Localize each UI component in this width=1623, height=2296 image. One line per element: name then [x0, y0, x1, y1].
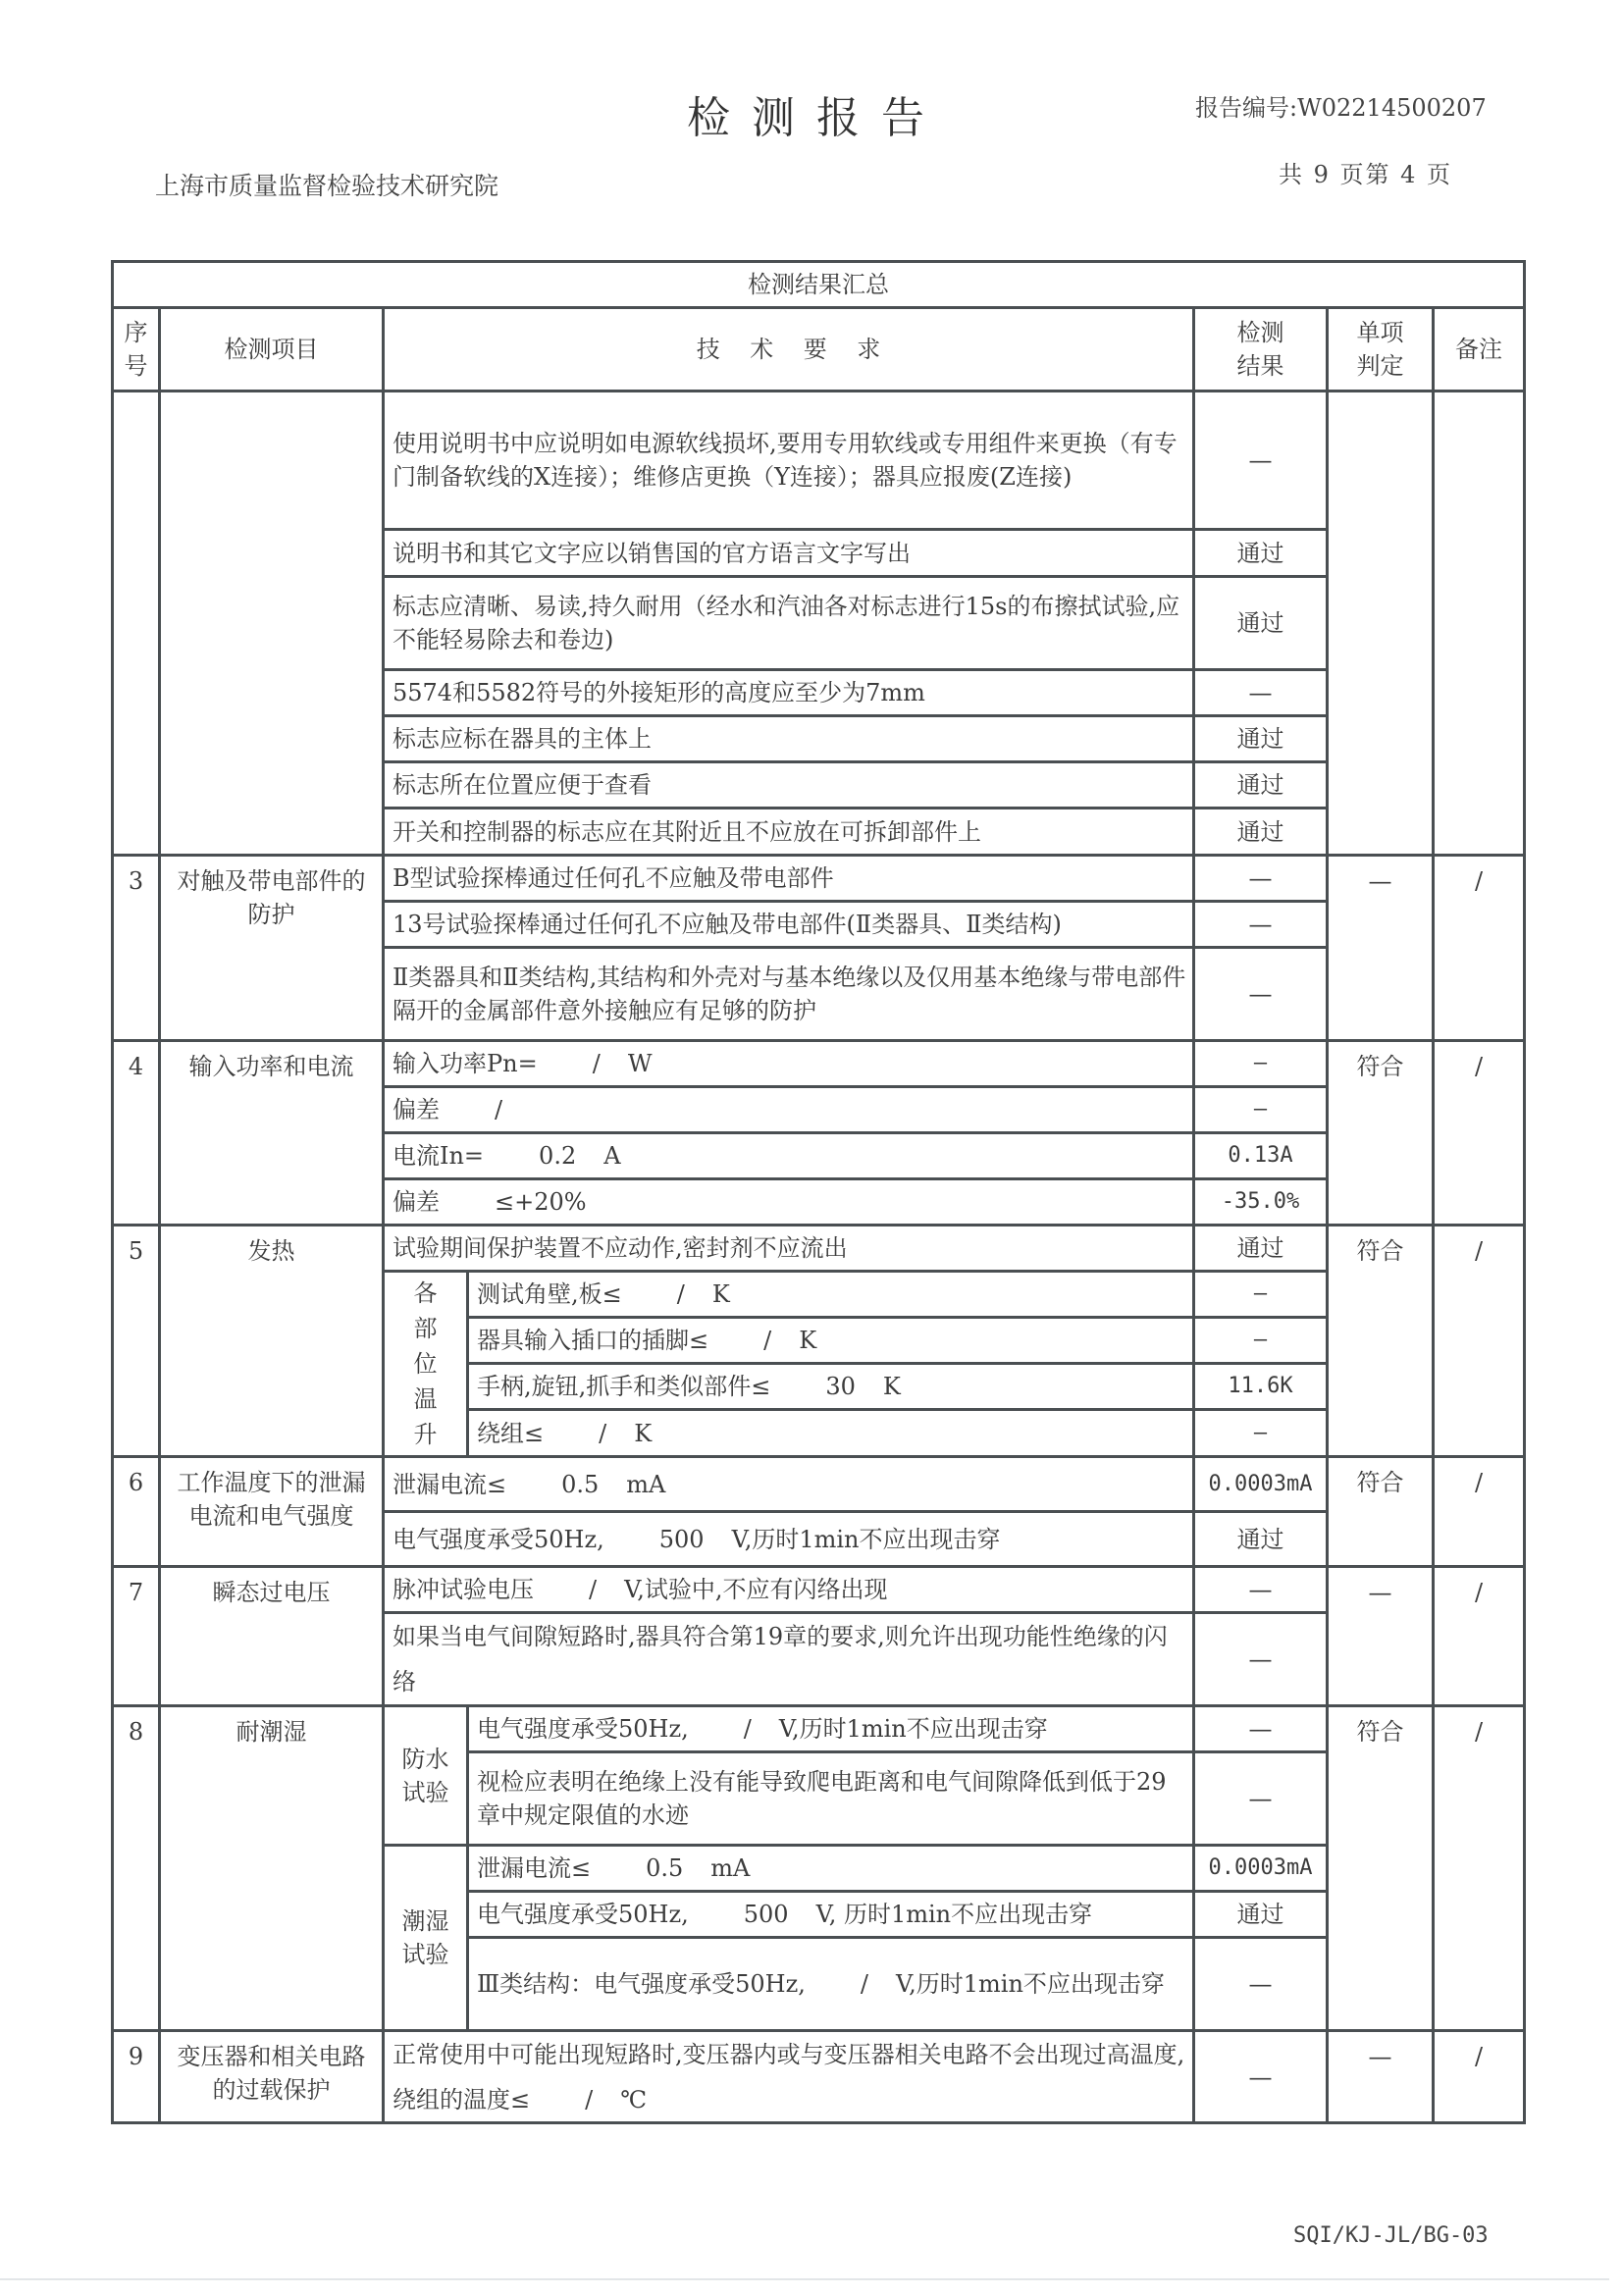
requirement-text: [477, 1961, 1165, 2007]
requirement-value: /: [592, 1050, 601, 1077]
result-cell-text: —: [1248, 980, 1273, 1008]
requirement-text: [477, 1324, 816, 1357]
result-cell: [1195, 392, 1326, 528]
item-remark-text: /: [1474, 1237, 1484, 1265]
group-label-char: 温: [413, 1385, 438, 1413]
result-cell-text: 通过: [1236, 1234, 1284, 1262]
requirement-cell: [385, 1180, 1192, 1224]
group-label-temperature-rise: [414, 1276, 438, 1452]
result-cell: [1195, 1753, 1326, 1844]
item-verdict-text: —: [1368, 867, 1392, 895]
requirement-cell: [385, 1088, 1192, 1131]
requirement-unit: K: [799, 1327, 817, 1354]
item-seq: [114, 1042, 158, 1224]
result-cell: [1195, 1042, 1326, 1085]
item-seq: [114, 1707, 158, 2029]
requirement-label: 测试角壁,板≤: [477, 1280, 622, 1308]
requirement-unit: V,历时1min不应出现击穿: [778, 1715, 1048, 1743]
requirement-cell: [385, 1134, 1192, 1177]
requirement-unit: mA: [626, 1470, 666, 1498]
document-title: 检测报告: [687, 93, 946, 143]
group-label-char: 位: [413, 1350, 438, 1378]
result-cell: [1195, 1458, 1326, 1510]
group-label-cell: [385, 1707, 466, 1844]
requirement-text: [477, 1898, 1092, 1931]
result-cell-text: —: [1248, 1715, 1273, 1743]
requirement-cell: [385, 578, 1192, 668]
table-rule: [382, 306, 385, 392]
result-cell-text: 通过: [1236, 771, 1284, 799]
item-remark: [1435, 1226, 1523, 1455]
requirement-text: [477, 1712, 1048, 1746]
item-name: [161, 1458, 382, 1565]
item-seq-text: 4: [128, 1053, 144, 1080]
requirement-cell: [385, 1614, 1192, 1704]
item-seq: [114, 1458, 158, 1565]
requirement-cell: [385, 857, 1192, 900]
requirement-cell: [469, 1847, 1192, 1890]
requirement-text: [393, 1047, 652, 1080]
requirement-cell: [385, 1458, 1192, 1510]
table-left-border: [111, 260, 114, 2124]
requirement-cell: [469, 1411, 1192, 1455]
requirement-cell: [385, 949, 1192, 1039]
requirement-text: [477, 1852, 750, 1885]
requirement-cell-text: 标志所在位置应便于查看: [393, 771, 652, 799]
result-cell: [1195, 763, 1326, 807]
requirement-value: 500: [743, 1901, 789, 1928]
result-cell: [1195, 1411, 1326, 1455]
requirement-text: [393, 1523, 1001, 1556]
result-cell: [1195, 1319, 1326, 1362]
table-title-text: 检测结果汇总: [748, 271, 889, 298]
requirement-label: 泄漏电流≤: [477, 1854, 592, 1882]
group-label-char: 部: [413, 1315, 438, 1342]
requirement-unit: K: [711, 1280, 730, 1308]
item-remark: [1435, 1568, 1523, 1704]
requirement-cell-text: 开关和控制器的标志应在其附近且不应放在可拆卸部件上: [393, 817, 981, 846]
requirement-cell-text: 13号试验探棒通过任何孔不应触及带电部件(Ⅱ类器具、Ⅱ类结构): [393, 911, 1062, 938]
requirement-value: 0.5: [646, 1854, 684, 1882]
requirement-label: 偏差: [393, 1188, 440, 1216]
item-verdict-text: —: [1368, 1579, 1392, 1606]
requirement-value: 0.2: [539, 1142, 577, 1170]
item-name-text: 瞬态过电压: [212, 1579, 331, 1606]
requirement-cell: [385, 671, 1192, 714]
requirement-text: [393, 1567, 888, 1612]
requirement-unit: W: [627, 1050, 653, 1077]
requirement-text: [393, 1139, 621, 1173]
result-cell: [1195, 671, 1326, 714]
item-verdict: [1329, 1568, 1432, 1704]
item-seq: [114, 1226, 158, 1455]
requirement-cell-text: B型试验探棒通过任何孔不应触及带电部件: [393, 864, 834, 892]
column-rule: [382, 390, 385, 2124]
column-header-item-text: 检测项目: [224, 336, 319, 363]
requirement-value: /: [495, 1096, 503, 1123]
requirement-cell: [469, 1365, 1192, 1408]
result-cell-text: -35.0%: [1221, 1189, 1300, 1214]
requirement-unit: V,历时1min不应出现击穿: [731, 1525, 1001, 1553]
item-seq-text: 9: [128, 2043, 144, 2070]
requirement-cell-text: 标志应标在器具的主体上: [393, 725, 652, 753]
result-cell: [1195, 1614, 1326, 1704]
item-name-text: 发热: [247, 1237, 295, 1265]
requirement-unit: K: [882, 1373, 901, 1400]
requirement-cell: [469, 1893, 1192, 1936]
requirement-unit: mA: [710, 1854, 751, 1882]
result-cell: [1195, 1847, 1326, 1890]
requirement-value: /: [599, 1419, 607, 1447]
requirement-label: 电气强度承受50Hz,: [477, 1901, 689, 1928]
group-label-cell-text: 潮湿试验: [401, 1907, 449, 1968]
column-rule: [1326, 390, 1329, 2124]
item-name: [161, 1707, 382, 2029]
requirement-cell: [385, 1226, 1192, 1270]
page-bottom-rule: [0, 2278, 1609, 2280]
item-remark-text: /: [1474, 1718, 1484, 1746]
item-verdict-text: —: [1368, 2043, 1392, 2070]
item-seq-text: 6: [128, 1469, 144, 1496]
result-cell: [1195, 949, 1326, 1039]
item-verdict: [1329, 857, 1432, 1039]
item-name-text: 对触及带电部件的防护: [177, 867, 366, 928]
requirement-text: [393, 1185, 614, 1219]
item-remark-text: /: [1474, 1579, 1484, 1606]
result-cell-text: 通过: [1236, 539, 1284, 567]
requirement-unit: V, 历时1min不应出现击穿: [815, 1901, 1093, 1928]
result-cell: [1195, 1365, 1326, 1408]
result-cell-text: —: [1248, 1645, 1273, 1673]
requirement-label: 电气强度承受50Hz,: [477, 1715, 689, 1743]
result-cell-text: —: [1248, 1785, 1273, 1812]
result-cell: [1195, 1180, 1326, 1224]
result-cell: [1195, 1939, 1326, 2029]
requirement-cell: [385, 1042, 1192, 1085]
requirement-text: [477, 1370, 901, 1403]
group-label-char: 各: [413, 1279, 438, 1307]
result-cell-text: —: [1248, 1576, 1273, 1603]
requirement-text: [477, 1278, 730, 1311]
column-header-seq: [114, 309, 158, 390]
column-rule: [1432, 390, 1435, 2124]
group-label-cell: [385, 1847, 466, 2029]
result-cell: [1195, 1568, 1326, 1611]
result-cell-text: —: [1248, 911, 1273, 938]
requirement-value: 0.5: [561, 1470, 600, 1498]
item-name-text: 变压器和相关电路的过载保护: [177, 2043, 366, 2104]
item-verdict: [1329, 2032, 1432, 2121]
result-cell-text: 通过: [1236, 817, 1284, 846]
item-remark: [1435, 1707, 1523, 2029]
requirement-text: [393, 2032, 1186, 2122]
form-code: SQI/KJ-JL/BG-03: [1293, 2223, 1489, 2248]
result-cell: [1195, 857, 1326, 900]
requirement-label: 脉冲试验电压: [393, 1576, 534, 1603]
column-header-remark: [1435, 309, 1523, 390]
result-cell: [1195, 1273, 1326, 1316]
item-seq-text: 5: [128, 1237, 144, 1265]
result-cell: [1195, 1088, 1326, 1131]
requirement-cell-text: Ⅱ类器具和Ⅱ类结构,其结构和外壳对与基本绝缘以及仅用基本绝缘与带电部件隔开的金属部件意外接触应有足够的防护: [393, 964, 1186, 1024]
requirement-cell: [385, 717, 1192, 760]
requirement-label: 偏差: [393, 1096, 440, 1123]
column-rule: [1192, 390, 1195, 2124]
requirement-label: 器具输入插口的插脚≤: [477, 1327, 709, 1354]
requirement-value: /: [763, 1327, 772, 1354]
item-remark: [1435, 2032, 1523, 2121]
requirement-value: /: [860, 1970, 868, 1998]
requirement-cell: [385, 2032, 1192, 2121]
requirement-text: [477, 1417, 652, 1450]
table-title: [114, 263, 1523, 306]
result-cell-text: 0.13A: [1228, 1143, 1293, 1168]
result-cell-text: 0.0003mA: [1208, 1471, 1313, 1496]
column-header-remark-text: 备注: [1455, 336, 1502, 363]
result-cell-text: 通过: [1236, 1901, 1284, 1928]
column-header-item: [161, 309, 382, 390]
result-cell-text: —: [1253, 1420, 1268, 1445]
requirement-label: 手柄,旋钮,抓手和类似部件≤: [477, 1373, 771, 1400]
item-verdict: [1329, 1707, 1432, 2029]
result-cell-text: 通过: [1236, 1525, 1284, 1553]
requirement-unit: ℃: [620, 2085, 648, 2113]
item-verdict: [1329, 1042, 1432, 1224]
page-indicator: 共 9 页第 4 页: [1279, 161, 1453, 188]
column-header-result: [1195, 309, 1326, 390]
item-remark-text: /: [1474, 2043, 1484, 2070]
result-cell-text: —: [1248, 864, 1273, 892]
item-name-text: 输入功率和电流: [188, 1053, 354, 1080]
item-verdict: [1329, 1458, 1432, 1565]
column-header-requirement: [385, 309, 1192, 390]
result-cell-text: 通过: [1236, 725, 1284, 753]
requirement-cell: [385, 809, 1192, 854]
item-remark: [1435, 1458, 1523, 1565]
result-cell: [1195, 717, 1326, 760]
item-verdict-text: 符合: [1356, 1053, 1404, 1080]
result-cell: [1195, 1893, 1326, 1936]
result-cell: [1195, 531, 1326, 575]
requirement-cell: [469, 1319, 1192, 1362]
table-rule: [1326, 306, 1329, 392]
item-seq-text: 3: [128, 867, 144, 895]
table-rule: [158, 306, 161, 392]
table-rule: [1432, 306, 1435, 392]
item-verdict-text: 符合: [1356, 1469, 1404, 1496]
group-label-cell-text: 防水试验: [401, 1745, 449, 1806]
result-cell-text: —: [1253, 1051, 1268, 1075]
requirement-cell-text: 视检应表明在绝缘上没有能导致爬电距离和电气间隙降低到低于29章中规定限值的水迹: [477, 1768, 1167, 1829]
item-name: [161, 1042, 382, 1224]
result-cell-text: 通过: [1236, 609, 1284, 637]
requirement-label: 绕组≤: [477, 1419, 545, 1447]
result-cell-text: —: [1248, 446, 1273, 474]
table-rule: [1192, 306, 1195, 392]
requirement-label: 电流In=: [393, 1142, 485, 1170]
requirement-cell: [385, 531, 1192, 575]
item-remark-text: /: [1474, 1469, 1484, 1496]
requirement-value: /: [676, 1280, 685, 1308]
result-cell: [1195, 1707, 1326, 1750]
column-header-result-text: 检测 结果: [1236, 319, 1284, 380]
requirement-value: ≤+20%: [495, 1188, 587, 1216]
column-rule: [158, 390, 161, 2124]
requirement-label: 输入功率Pn=: [393, 1050, 538, 1077]
item-name-text: 耐潮湿: [236, 1718, 307, 1746]
requirement-unit: K: [634, 1419, 653, 1447]
requirement-cell-text: 试验期间保护装置不应动作,密封剂不应流出: [393, 1234, 848, 1262]
requirement-label: 电气强度承受50Hz,: [393, 1525, 604, 1553]
requirement-cell-text: 标志应清晰、易读,持久耐用（经水和汽油各对标志进行15s的布擦拭试验,应不能轻易除去和卷边): [393, 593, 1180, 653]
group-label-char: 升: [413, 1421, 438, 1448]
requirement-cell-text: 说明书和其它文字应以销售国的官方语言文字写出: [393, 539, 911, 567]
requirement-value: 30: [825, 1373, 856, 1400]
item-remark-text: /: [1474, 867, 1484, 895]
column-header-requirement-text: 技 术 要 求: [696, 336, 881, 363]
result-cell-text: —: [1248, 679, 1273, 706]
requirement-value: /: [743, 1715, 752, 1743]
result-cell-text: —: [1248, 1970, 1273, 1998]
item-remark: [1435, 1042, 1523, 1224]
column-header-verdict: [1329, 309, 1432, 390]
result-cell-text: —: [1253, 1281, 1268, 1306]
requirement-label: 泄漏电流≤: [393, 1470, 507, 1498]
item-remark: [1435, 857, 1523, 1039]
requirement-unit: V,试验中,不应有闪络出现: [624, 1576, 888, 1603]
item-verdict: [1329, 1226, 1432, 1455]
requirement-value: 500: [658, 1525, 705, 1553]
result-cell: [1195, 2032, 1326, 2121]
table-right-border: [1523, 260, 1526, 2124]
item-name: [161, 1226, 382, 1455]
requirement-cell: [385, 1568, 1192, 1611]
item-seq: [114, 2032, 158, 2121]
requirement-cell: [385, 903, 1192, 946]
result-cell: [1195, 1226, 1326, 1270]
item-verdict-text: 符合: [1356, 1237, 1404, 1265]
item-seq-text: 8: [128, 1718, 144, 1746]
results-summary-table: [111, 260, 1523, 2121]
result-cell: [1195, 578, 1326, 668]
item-name: [161, 1568, 382, 1704]
requirement-cell: [469, 1707, 1192, 1750]
column-header-verdict-text: 单项 判定: [1356, 319, 1404, 380]
requirement-unit: V,历时1min不应出现击穿: [895, 1970, 1165, 1998]
item-name: [161, 857, 382, 1039]
result-cell: [1195, 1134, 1326, 1177]
item-verdict-text: 符合: [1356, 1718, 1404, 1746]
requirement-unit: A: [603, 1142, 621, 1170]
item-name: [161, 2032, 382, 2121]
requirement-cell: [385, 1513, 1192, 1565]
requirement-label: Ⅲ类结构：电气强度承受50Hz,: [477, 1970, 806, 1998]
requirement-value: /: [585, 2085, 594, 2113]
item-seq: [114, 857, 158, 1039]
result-cell-text: —: [1248, 2062, 1273, 2091]
result-cell-text: 0.0003mA: [1208, 1855, 1313, 1880]
item-seq-text: 7: [128, 1579, 144, 1606]
institute-name: 上海市质量监督检验技术研究院: [155, 172, 499, 200]
group-label-cell: [385, 1273, 466, 1455]
result-cell-text: —: [1253, 1097, 1268, 1122]
requirement-cell: [469, 1273, 1192, 1316]
requirement-value: /: [589, 1576, 598, 1603]
column-header-seq-text: 序 号: [124, 319, 148, 380]
item-name-text: 工作温度下的泄漏电流和电气强度: [177, 1469, 366, 1530]
item-seq: [114, 1568, 158, 1704]
result-cell: [1195, 809, 1326, 854]
result-cell: [1195, 903, 1326, 946]
requirement-cell: [469, 1753, 1192, 1844]
report-number: 报告编号:W02214500207: [1195, 94, 1487, 122]
result-cell-text: —: [1253, 1328, 1268, 1352]
result-cell: [1195, 1513, 1326, 1565]
requirement-cell: [385, 763, 1192, 807]
requirement-cell: [469, 1939, 1192, 2029]
requirement-cell-text: 如果当电气间隙短路时,器具符合第19章的要求,则允许出现功能性绝缘的闪络: [393, 1623, 1168, 1696]
requirement-cell-text: 使用说明书中应说明如电源软线损坏,要用专用软线或专用组件来更换（有专门制备软线的X连接）；维修店更换（Y连接）；器具应报废(Z连接): [393, 430, 1178, 491]
result-cell-text: 11.6K: [1228, 1374, 1293, 1398]
item-remark-text: /: [1474, 1053, 1484, 1080]
requirement-text: [393, 1468, 665, 1501]
requirement-label: 正常使用中可能出现短路时,变压器内或与变压器相关电路不会出现过高温度,绕组的温度≤: [393, 2040, 1185, 2113]
requirement-cell: [385, 392, 1192, 528]
requirement-cell-text: 5574和5582符号的外接矩形的高度应至少为7mm: [393, 679, 925, 706]
requirement-text: [393, 1093, 530, 1126]
